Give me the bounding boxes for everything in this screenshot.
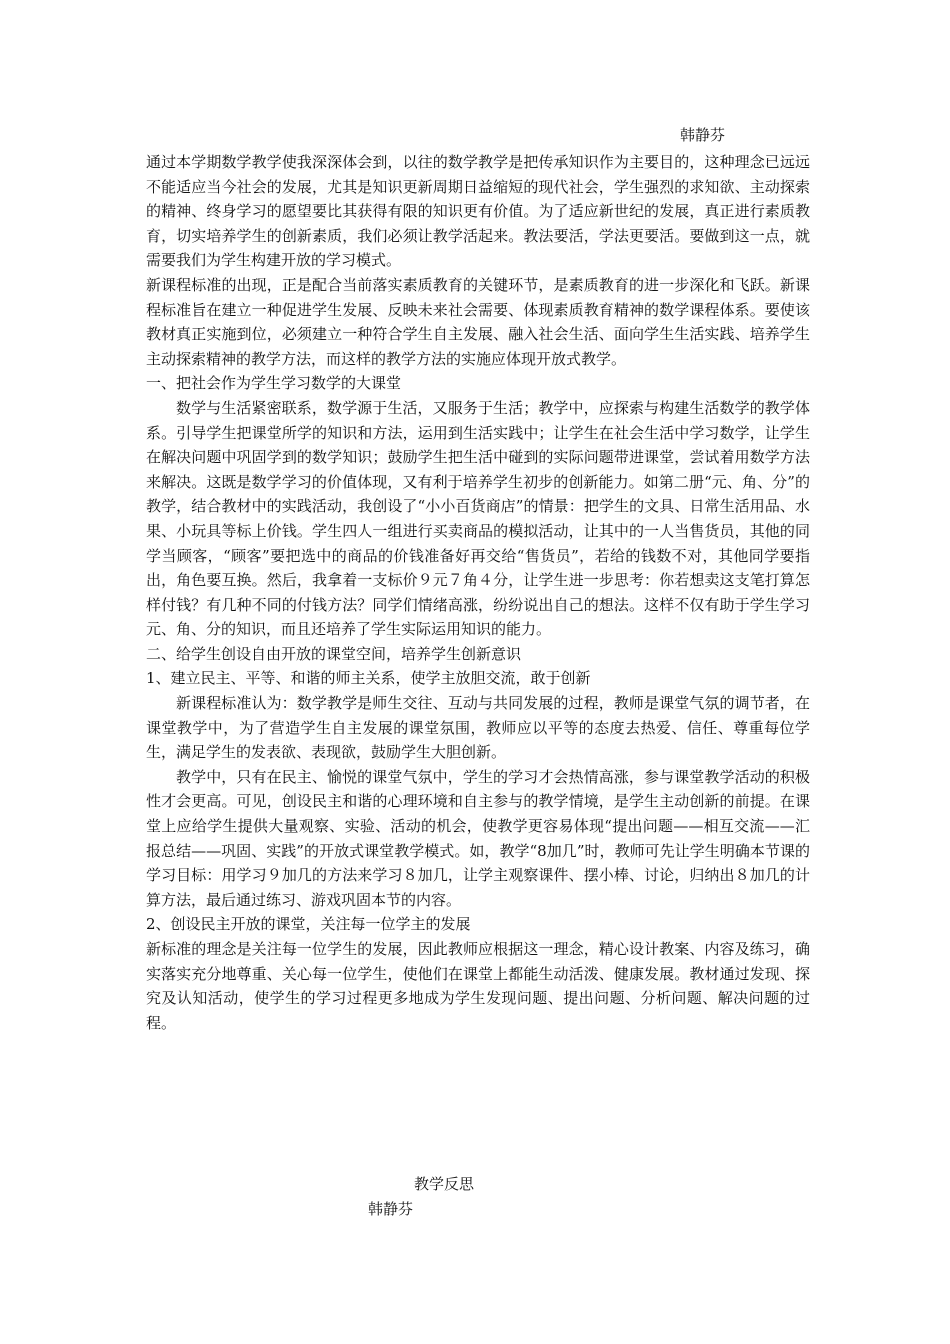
section-1-paragraph: 数学与生活紧密联系，数学源于生活，又服务于生活；教学中，应探索与构建生活数学的教学体系。引导学生把课堂所学的知识和方法，运用到生活实践中；让学生在社会生活中学习数学，让学生在解决问题中巩固学到的数学知识；鼓励学生把生活中碰到的实际问题带进课堂，尝试着用数学方法来解决。这既是数学学习的价值体现，又有利于培养学生初步的创新能力。如第二册“元、角、分”的教学，结合教材中的实践活动，我创设了“小小百货商店”的情景：把学生的文具、日常生活用品、水果、小玩具等标上价钱。学生四人一组进行买卖商品的模拟活动，让其中的一人当售货员，其他的同学当顾客，“顾客”要把选中的商品的价钱准备好再交给“售货员”，若给的钱数不对，其他同学要指出，角色要互换。然后，我拿着一支标价９元７角４分，让学生进一步思考：你若想卖这支笔打算怎样付钱？有几种不同的付钱方法？同学们情绪高涨，纷纷说出自己的想法。这样不仅有助于学生学习元、角、分的知识，而且还培养了学生实际运用知识的能力。 (146, 398, 810, 639)
subsection-2-1-paragraph-a: 新课程标准认为：数学教学是师生交往、互动与共同发展的过程，教师是课堂气氛的调节者，在课堂教学中，为了营造学生自主发展的课堂氛围，教师应以平等的态度去热爱、信任、尊重每位学生，满足学生的发表欲、表现欲，鼓励学生大胆创新。 (146, 694, 810, 762)
intro-paragraph: 通过本学期数学教学使我深深体会到，以往的数学教学是把传承知识作为主要目的，这种理念已远远不能适应当今社会的发展，尤其是知识更新周期日益缩短的现代社会，学生强烈的求知欲、主动探索的精神、终身学习的愿望要比其获得有限的知识更有价值。为了适应新世纪的发展，真正进行素质教育，切实培养学生的创新素质，我们必须让教学活起来。教法要活，学法更要活。要做到这一点，就需要我们为学生构建开放的学习模式。 (146, 153, 810, 270)
subsection-heading-2-2: 2、创设民主开放的课堂，关注每一位学主的发展 (146, 915, 471, 934)
subsection-2-1-paragraph-b: 教学中，只有在民主、愉悦的课堂气氛中，学生的学习才会热情高涨，参与课堂教学活动的积极性才会更高。可见，创设民主和谐的心理环境和自主参与的教学情境，是学生主动创新的前提。在课堂上应给学生提供大量观察、实验、活动的机会，使教学更容易体现“提出问题——相互交流——汇报总结——巩固、实践”的开放式课堂教学模式。如，教学“8加几”时，教师可先让学生明确本节课的学习目标：用学习９加几的方法来学习８加几，让学主观察课件、摆小棒、讨论，归纳出８加几的计算方法，最后通过练习、游戏巩固本节的内容。 (146, 767, 810, 909)
subsection-2-2-paragraph: 新标准的理念是关注每一位学生的发展，因此教师应根据这一理念，精心设计教案、内容及练习，确实落实充分地尊重、关心每一位学生，使他们在课堂上都能生动活泼、健康发展。教材通过发现、探究及认知活动，使学生的学习过程更多地成为学生发现问题、提出问题、分析问题、解决问题的过程。 (146, 940, 810, 1032)
document-body (146, 150, 810, 1035)
footer-author-name: 韩静芬 (368, 1200, 414, 1218)
author-name-top: 韩静芬 (680, 126, 726, 144)
subsection-heading-2-1: 1、建立民主、平等、和谐的师主关系，使学主放胆交流，敢于创新 (146, 669, 591, 688)
section-heading-2: 二、给学生创设自由开放的课堂空间，培养学生创新意识 (146, 644, 522, 663)
section-heading-1: 一、把社会作为学生学习数学的大课堂 (146, 374, 402, 393)
footer-title: 教学反思 (414, 1175, 475, 1193)
curriculum-paragraph: 新课程标准的出现，正是配合当前落实素质教育的关键环节，是素质教育的进一步深化和飞跃。新课程标准旨在建立一种促进学生发展、反映未来社会需要、体现素质教育精神的数学课程体系。要使该教材真正实施到位，必须建立一种符合学生自主发展、融入社会生活、面向学生生活实践、培养学生主动探索精神的教学方法，而这样的教学方法的实施应体现开放式教学。 (146, 275, 810, 368)
